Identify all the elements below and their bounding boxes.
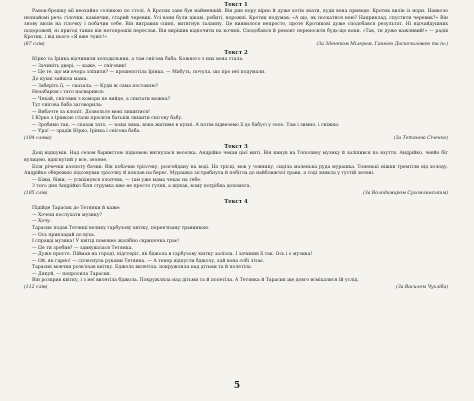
section-footer — [24, 191, 448, 198]
paragraph: Він розкрив квітку, і з неї вилетіла бджола. Покружляла над дітьми та й полетіла. А Тетянка й Тарасик ще довго всміхалися їй услід. — [32, 278, 359, 284]
paragraph: І Юрко з Ірінкою стали просити батьків лишити снігову бабу. — [32, 116, 183, 122]
paragraph: — Зачиніть двері, — каже, — сніговик! — [32, 63, 127, 69]
section-footer — [24, 136, 448, 143]
source-author: (За Тетяною Січенко) — [393, 135, 448, 141]
paragraph: Підійде Тарасик до Тетянки й каже: — [32, 206, 121, 212]
paragraph: — Ой, як гарно! — сплеснула руками Тетянка. — А тепер відпусти бджолу, хай вона собі літає. — [32, 258, 265, 264]
text-section-4 — [24, 199, 448, 291]
text-section-1 — [24, 2, 448, 48]
section-title: Текст 1 — [224, 2, 248, 8]
word-count: (112 слів) — [24, 284, 48, 290]
paragraph: До кухні зайшла мама. — [32, 76, 88, 82]
paragraph: Незабаром і тато насварився: — [32, 90, 105, 96]
word-count: (105 слів) — [24, 190, 48, 196]
word-count: (87 слів) — [24, 41, 45, 47]
paragraph: — Заберіть її, — сказала. — Куди ж сама поставлю? — [32, 83, 159, 89]
word-count: (104 слова) — [24, 135, 52, 141]
paragraph: Тарасик подав Тетянці велику гарбузову квітку, перев'язану травинкою. — [32, 226, 210, 231]
paragraph: Тарасик мовчки розв'язав квітку. Бджола вилетіла, покружляла над дітьми та й полетіла. — [32, 265, 253, 271]
paragraph: — Зробимо так, — сказав тато, — поки зима, вона житиме в кухні. А потім відвеземо її до бабусі у село. Там і зимно, і сніжно. — [32, 122, 340, 128]
section-footer — [24, 42, 448, 49]
paragraph: Юрко та Ірінка відчинили холодильник, а там снігова баба. Кожного з них вона стала. — [32, 57, 244, 63]
page-number: 5 — [233, 381, 241, 391]
section-title: Текст 2 — [224, 50, 248, 57]
paragraph: — Це те, що ми вчора зліпили? — прошепотіла Ірінка. — Мабуть, почула, що про неї подумали. — [32, 70, 266, 76]
section-footer — [24, 285, 448, 292]
paragraph: Ранок-брошку вії неохайно голівкою по столі. А Кротик заве був найменшій. Він рив нору вірно й дуже хотів знати, куди вона приведе. Кротик вилів із нори. Навколо незнайомі речі: гілочки, камінчик, старий черевик. Усі вони були цікаві, робиті, порожні. Кротик подумав: «А що, як поскатися нею? Наприклад, спустити черевик?» Він знову вилів на гілочку і побачив себе. Він витравив спині, витягнув таланну. Це виявилося непросто, проте Кротикові дуже сподобався результат. Ні відчайдушних подорожей, ні пригод таких він нетопрошів переслав. Він вирішив відпочити на кочині. Сподобався й ремонт переносити будь-що вони. «Так, ти дуже важливий!» — радів Кротик, і від нього «Я вже чувіс!» — [24, 9, 448, 41]
paragraph: Тут снігова баба заговорила: — [32, 103, 103, 109]
paragraph: З того дня Андрійко біля струмка вже не просто гуляв, а шукав, кому потрібна допомога. — [32, 184, 251, 190]
section-title: Текст 4 — [224, 199, 248, 206]
paragraph: Дощ відшумів. Над селом барвистою підковою вигнулася веселка. Андрійко чекав цієї миті. Він кинув на Тополину музику й заліпився по взуття. Андрійко, чевйо біг вулицею, вдягнутий у все, зелене. — [24, 151, 448, 164]
text-section-3 — [24, 144, 448, 197]
paragraph: — Дякуй, — попросила Тарасик. — [32, 271, 112, 277]
paragraph: — Хочеш послухати музику? — [32, 212, 102, 218]
source-author: (За Василем Чухліба) — [396, 284, 448, 290]
paragraph: Біля річечки клопоту бачив. Він побачив трісочку, розгойдану на воді. На трісці, мов у човнику, сиділа маленька руда мурашка. Тоненькі ніжки тремтіли від холоду. Андрійко обережно підсовував трісочку й поклав на берег. Мурашка зістрибнула й побігла до найближчої трави, а тоді зникла у густій зелені. — [24, 164, 448, 177]
source-author: (За Зденеком Мілером, Ганною Доскочиловою та ін.) — [316, 41, 448, 47]
paragraph: — Чекай, сніговик з комори не вийде, а спитати можна? — [32, 96, 171, 102]
paragraph: — Ура! — зрадів Юрко, Ірінка і снігова баба. — [32, 129, 141, 135]
source-author: (За Володимиром Сухомлинським) — [363, 190, 448, 196]
paragraph: — Ось прикладай до вуха. — [32, 232, 96, 238]
paragraph: — Хочу. — [32, 219, 52, 225]
paragraph: І справді музика! У квітці помовно жалібно скрипочка грає! — [32, 239, 180, 245]
paragraph: — Це ти зробив? — здивувалася Тетянка. — [32, 245, 133, 251]
section-title: Текст 3 — [224, 144, 248, 151]
paragraph: — Дуже просто. Піймав на городі, підстеріг, як бджола в гарбузову квітку залізла. І зачинив її так. Ось і є музика! — [32, 252, 313, 258]
text-section-2 — [24, 50, 448, 142]
paragraph: — Біжи, біжи, — усміхнувся хлопчик, — там уже мама чекає на тебе. — [32, 177, 202, 183]
paragraph: — Вибачте за клопіт. Дозвольте мені лишитися! — [32, 109, 151, 115]
